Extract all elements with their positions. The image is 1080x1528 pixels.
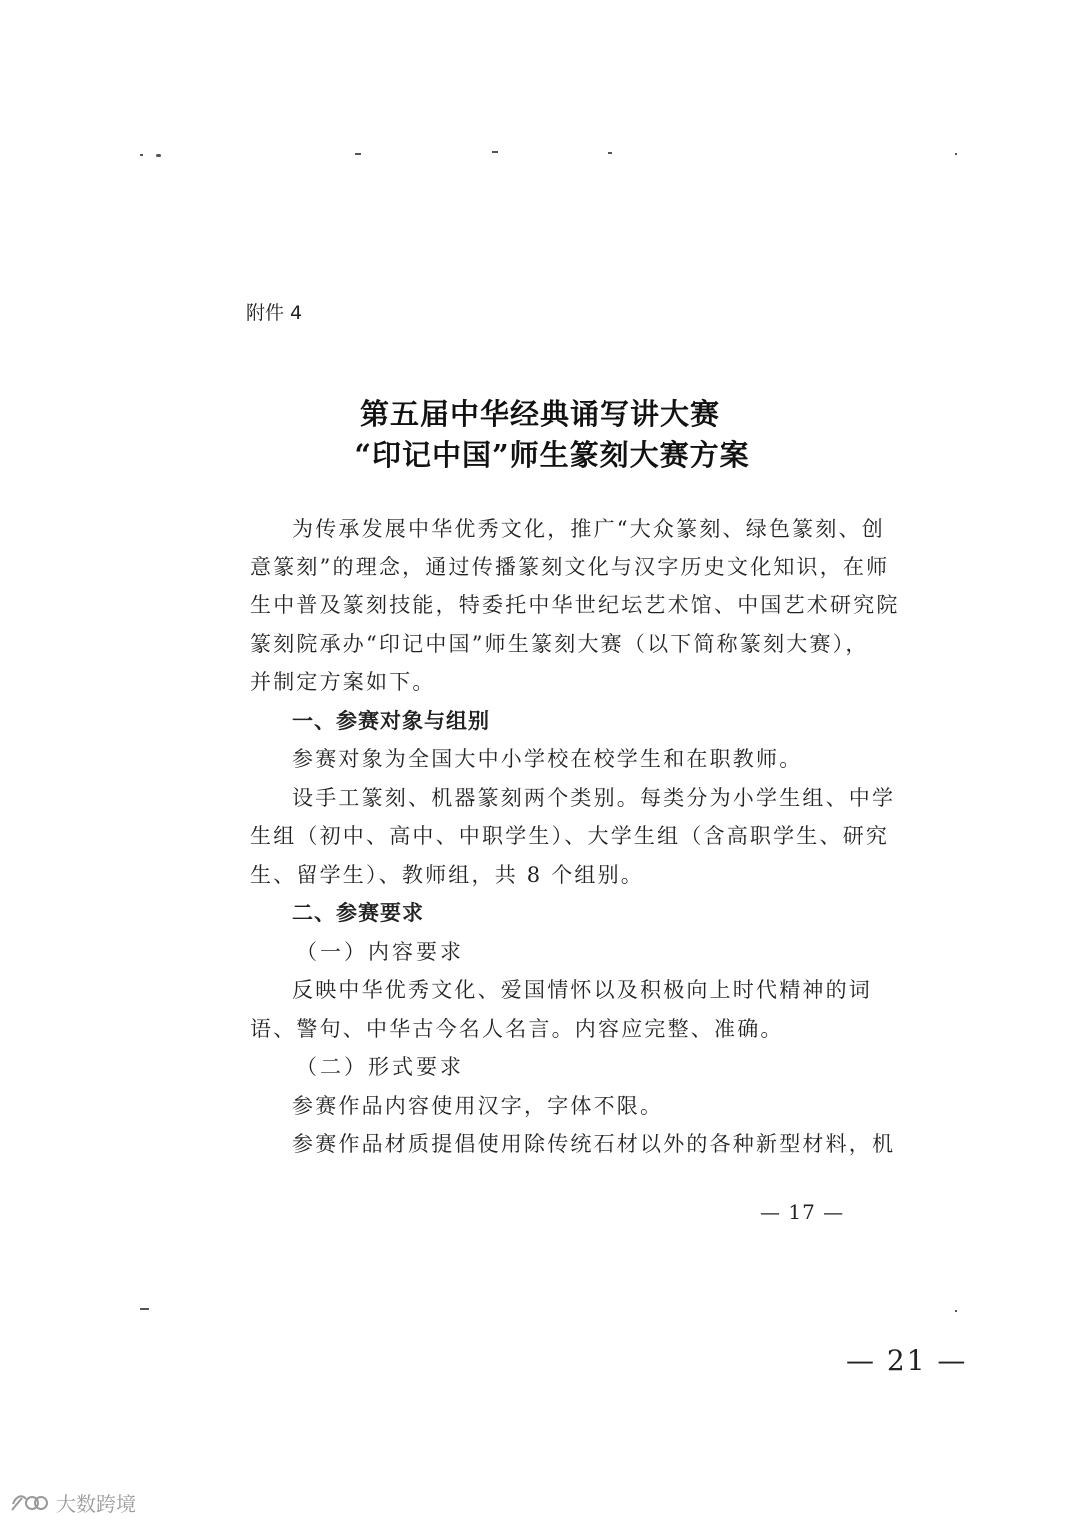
paragraph-line: 设手工篆刻、机器篆刻两个类别。每类分为小学生组、中学 <box>292 786 896 810</box>
outer-page-number: — 21 — <box>846 1344 968 1377</box>
document-title-line-2: “印记中国”师生篆刻大赛方案 <box>354 438 750 472</box>
paragraph-line: 为传承发展中华优秀文化，推广“大众篆刻、绿色篆刻、创 <box>292 517 885 541</box>
paragraph-line: 语、警句、中华古今名人名言。内容应完整、准确。 <box>250 1017 784 1041</box>
paragraph-line: 意篆刻”的理念，通过传播篆刻文化与汉字历史文化知识，在师 <box>250 555 890 579</box>
paragraph-line: 生、留学生）、教师组，共 8 个组别。 <box>250 863 645 887</box>
section-heading: 一、参赛对象与组别 <box>292 709 490 733</box>
watermark <box>10 1488 136 1517</box>
paragraph-line: 并制定方案如下。 <box>250 670 436 694</box>
paragraph-line: 参赛作品内容使用汉字，字体不限。 <box>292 1094 664 1118</box>
watermark-text: 大数跨境 <box>56 1492 136 1516</box>
paragraph-line: 生中普及篆刻技能，特委托中华世纪坛艺术馆、中国艺术研究院 <box>250 593 900 617</box>
attachment-label: 附件 4 <box>246 302 303 324</box>
subsection-heading: （一）内容要求 <box>296 940 464 964</box>
inner-page-number: — 17 — <box>760 1200 845 1224</box>
paragraph-line: 生组（初中、高中、中职学生）、大学生组（含高职学生、研究 <box>250 824 890 848</box>
logo-icon <box>10 1490 50 1516</box>
paragraph-line: 篆刻院承办“印记中国”师生篆刻大赛（以下简称篆刻大赛）， <box>250 632 869 656</box>
document-title-line-1: 第五届中华经典诵写讲大赛 <box>359 397 720 431</box>
paragraph-line: 参赛对象为全国大中小学校在校学生和在职教师。 <box>292 747 803 771</box>
section-heading: 二、参赛要求 <box>292 901 424 925</box>
paragraph-line: 参赛作品材质提倡使用除传统石材以外的各种新型材料，机 <box>292 1132 896 1156</box>
paragraph-line: 反映中华优秀文化、爱国情怀以及积极向上时代精神的词 <box>292 978 872 1002</box>
subsection-heading: （二）形式要求 <box>296 1055 464 1079</box>
